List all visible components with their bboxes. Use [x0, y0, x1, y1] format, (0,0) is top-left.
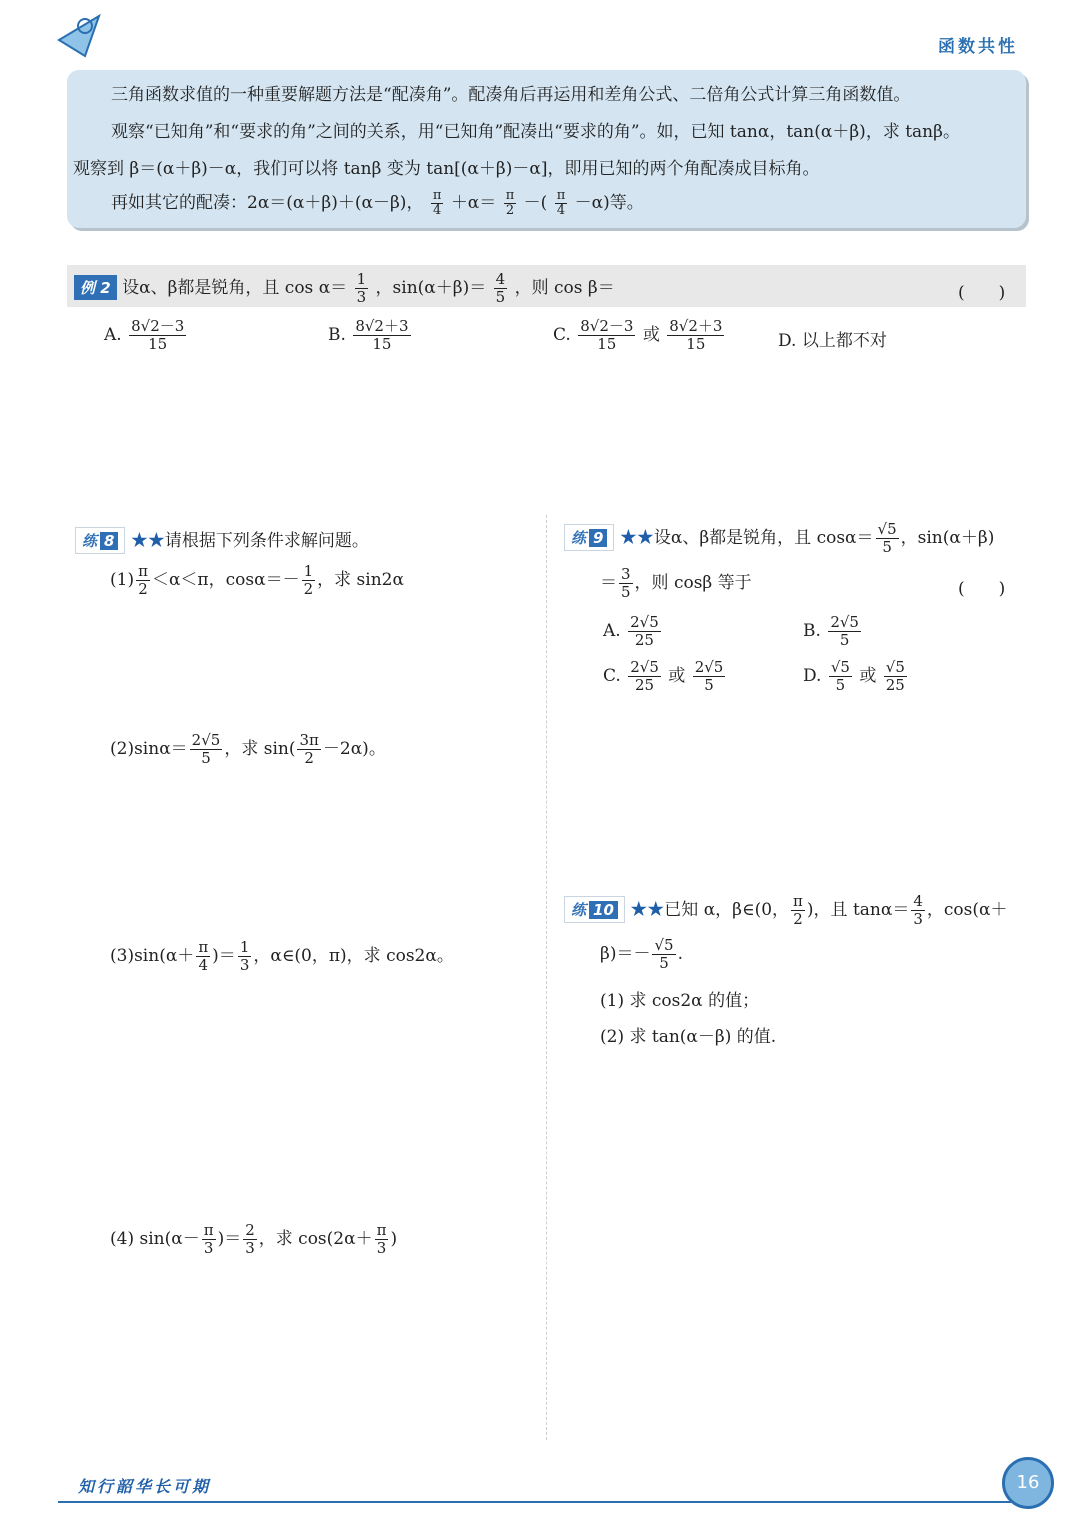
fraction	[667, 318, 724, 353]
fraction	[190, 732, 223, 767]
practice-10-question-cont	[600, 937, 683, 972]
answer-paren: ( )	[958, 579, 1006, 599]
question-text: 设α、β都是锐角，且 cos α＝	[122, 278, 348, 298]
option-label: A.	[104, 325, 122, 345]
fraction	[202, 1222, 216, 1257]
practice-8-part-3	[110, 939, 454, 974]
option-c	[603, 659, 727, 694]
fraction	[555, 189, 568, 218]
numerator: 8√2－3	[580, 317, 634, 335]
fraction	[628, 659, 661, 694]
option-label: B.	[803, 621, 821, 641]
denominator: 3	[203, 1239, 214, 1257]
numerator: √5	[830, 658, 850, 676]
part-text: ，求 sin2α	[317, 570, 404, 590]
practice-tag	[564, 524, 614, 551]
numerator: 1	[303, 562, 314, 580]
question-text: ，sin(α＋β)	[900, 528, 995, 548]
fraction	[494, 271, 508, 306]
fraction	[504, 189, 517, 218]
page-number: 16	[1002, 1457, 1054, 1509]
footer-slogan: 知行韶华长可期	[78, 1477, 212, 1496]
fraction	[791, 893, 805, 928]
practice-title: 请根据下列条件求解问题。	[164, 531, 369, 551]
fraction	[828, 614, 861, 649]
denominator: 2	[303, 580, 314, 598]
difficulty-stars: ★★	[630, 900, 665, 920]
tag-number: 2	[100, 279, 111, 297]
numerator: π	[138, 562, 148, 580]
denominator: 15	[686, 335, 706, 353]
question-text: ，则 cosβ 等于	[634, 573, 752, 593]
question-text: ，则 cos β＝	[514, 278, 615, 298]
denominator: 4	[432, 203, 442, 218]
fraction	[129, 318, 186, 353]
denominator: 25	[635, 676, 655, 694]
numerator: 1	[239, 938, 250, 956]
part-text: )	[390, 1229, 398, 1249]
option-a	[104, 318, 188, 353]
fraction	[243, 1222, 257, 1257]
denominator: 5	[201, 749, 211, 767]
practice-8-title	[75, 526, 369, 554]
question-text: β)＝－	[600, 944, 651, 964]
practice-10-question	[564, 893, 1007, 928]
denominator: 4	[198, 956, 209, 974]
tag-number: 10	[589, 901, 618, 919]
denominator: 25	[634, 631, 654, 649]
fraction	[297, 732, 320, 767]
or-text: 或	[859, 666, 877, 686]
option-a	[603, 614, 663, 649]
denominator: 5	[839, 631, 850, 649]
numerator: π	[198, 938, 209, 956]
denominator: 5	[704, 676, 714, 694]
option-d: D. 以上都不对	[778, 331, 887, 351]
numerator: 3π	[299, 731, 319, 749]
denominator: 5	[882, 538, 892, 556]
numerator: 2√5	[630, 658, 659, 676]
numerator: 8√2－3	[131, 317, 185, 335]
option-label: D.	[803, 666, 822, 686]
answer-paren: ( )	[958, 283, 1006, 303]
numerator: 8√2＋3	[355, 317, 409, 335]
denominator: 2	[793, 910, 803, 928]
fraction	[196, 939, 210, 974]
numerator: 2√5	[191, 731, 221, 749]
denominator: 2	[505, 203, 515, 218]
practice-8-part-1	[110, 563, 404, 598]
practice-9-question-cont	[600, 566, 752, 601]
column-divider	[546, 515, 547, 1440]
denominator: 25	[885, 676, 905, 694]
or-text: 或	[642, 325, 660, 345]
option-c	[553, 318, 726, 353]
part-text: ＜α＜π，cosα＝－	[151, 570, 300, 590]
example-tag	[74, 275, 117, 300]
intro-text: －α)等。	[574, 193, 644, 213]
intro-line-3: 观察到 β＝(α＋β)－α，我们可以将 tanβ 变为 tan[(α＋β)－α]，即用已知的两个角配凑成目标角。	[73, 159, 820, 179]
question-text: .	[677, 944, 683, 964]
denominator: 2	[138, 580, 148, 598]
practice-9-question	[564, 521, 994, 556]
tag-label: 练	[571, 529, 587, 547]
numerator: 2	[245, 1221, 255, 1239]
fraction	[238, 939, 252, 974]
denominator: 15	[372, 335, 392, 353]
question-text: 设α、β都是锐角，且 cosα＝	[653, 528, 874, 548]
tag-number: 8	[100, 532, 118, 550]
tag-number: 9	[589, 529, 607, 547]
logo	[55, 12, 103, 60]
intro-box	[67, 70, 1026, 228]
question-text: ＝	[600, 573, 617, 593]
option-b	[803, 614, 863, 649]
denominator: 5	[835, 676, 846, 694]
fraction	[431, 189, 444, 218]
numerator: 2√5	[830, 613, 859, 631]
denominator: 3	[239, 956, 250, 974]
numerator: π	[556, 188, 566, 203]
numerator: √5	[877, 520, 897, 538]
header-title: 函数共性	[938, 37, 1018, 57]
numerator: 2√5	[630, 613, 659, 631]
tag-label: 例	[80, 279, 96, 297]
fraction	[302, 563, 316, 598]
practice-tag	[75, 527, 125, 554]
numerator: 4	[495, 270, 506, 288]
intro-line-2: 观察“已知角”和“要求的角”之间的关系，用“已知角”配凑出“要求的角”。如，已知 tanα，tan(α＋β)，求 tanβ。	[111, 122, 960, 142]
option-d	[803, 659, 909, 694]
part-text: (2)sinα＝	[110, 739, 188, 759]
question-text: )，且 tanα＝	[806, 900, 910, 920]
practice-10-sub-2: (2) 求 tan(α－β) 的值.	[600, 1027, 777, 1047]
numerator: 3	[621, 565, 631, 583]
fraction	[628, 614, 661, 649]
intro-line-1: 三角函数求值的一种重要解题方法是“配凑角”。配凑角后再运用和差角公式、二倍角公式计算三角函数值。	[111, 85, 911, 105]
numerator: π	[376, 1221, 387, 1239]
fraction	[353, 318, 410, 353]
numerator: 8√2＋3	[669, 317, 723, 335]
tag-label: 练	[82, 532, 98, 550]
tag-label: 练	[571, 901, 587, 919]
practice-8-part-2	[110, 732, 386, 767]
denominator: 3	[376, 1239, 387, 1257]
denominator: 15	[148, 335, 168, 353]
fraction	[884, 659, 907, 694]
denominator: 3	[245, 1239, 255, 1257]
fraction	[375, 1222, 389, 1257]
fraction	[876, 521, 899, 556]
denominator: 2	[304, 749, 314, 767]
part-text: )＝	[217, 1229, 242, 1249]
question-text: ，cos(α＋	[926, 900, 1008, 920]
practice-10-sub-1: (1) 求 cos2α 的值；	[600, 991, 760, 1011]
part-text: (4) sin(α－	[110, 1229, 200, 1249]
numerator: √5	[654, 936, 674, 954]
denominator: 3	[356, 288, 367, 306]
footer-line	[58, 1501, 1018, 1503]
part-text: －2α)。	[322, 739, 386, 759]
part-text: )＝	[212, 946, 236, 966]
part-text: (1)	[110, 570, 135, 590]
practice-8-part-4	[110, 1222, 397, 1257]
option-label: B.	[328, 325, 346, 345]
fraction	[578, 318, 635, 353]
fraction	[652, 937, 675, 972]
option-label: C.	[603, 666, 621, 686]
fraction	[829, 659, 852, 694]
part-text: ，求 sin(	[224, 739, 296, 759]
numerator: 1	[356, 270, 367, 288]
fraction	[136, 563, 150, 598]
numerator: 2√5	[694, 658, 724, 676]
intro-line-4	[111, 188, 644, 218]
denominator: 15	[597, 335, 617, 353]
numerator: √5	[885, 658, 905, 676]
fraction	[355, 271, 369, 306]
numerator: π	[793, 892, 803, 910]
intro-text: 再如其它的配凑：2α＝(α＋β)＋(α－β)，	[111, 193, 424, 213]
fraction	[693, 659, 726, 694]
denominator: 5	[495, 288, 506, 306]
fraction	[619, 566, 633, 601]
denominator: 5	[659, 954, 669, 972]
option-b	[328, 318, 413, 353]
part-text: ，求 cos(2α＋	[258, 1229, 373, 1249]
denominator: 3	[913, 910, 923, 928]
numerator: π	[203, 1221, 214, 1239]
question-text: 已知 α，β∈(0，	[664, 900, 790, 920]
example-2-question	[74, 271, 615, 306]
question-text: ，sin(α＋β)＝	[375, 278, 487, 298]
difficulty-stars: ★★	[130, 531, 165, 551]
option-label: A.	[603, 621, 621, 641]
part-text: (3)sin(α＋	[110, 946, 195, 966]
part-text: ，α∈(0，π)，求 cos2α。	[253, 946, 454, 966]
intro-text: ＋α＝	[450, 193, 497, 213]
denominator: 5	[621, 583, 631, 601]
fraction	[911, 893, 925, 928]
intro-text: －(	[523, 193, 548, 213]
option-label: C.	[553, 325, 571, 345]
practice-tag	[564, 896, 625, 923]
or-text: 或	[668, 666, 686, 686]
denominator: 4	[556, 203, 566, 218]
numerator: π	[432, 188, 442, 203]
numerator: 4	[913, 892, 923, 910]
numerator: π	[505, 188, 515, 203]
difficulty-stars: ★★	[619, 528, 654, 548]
